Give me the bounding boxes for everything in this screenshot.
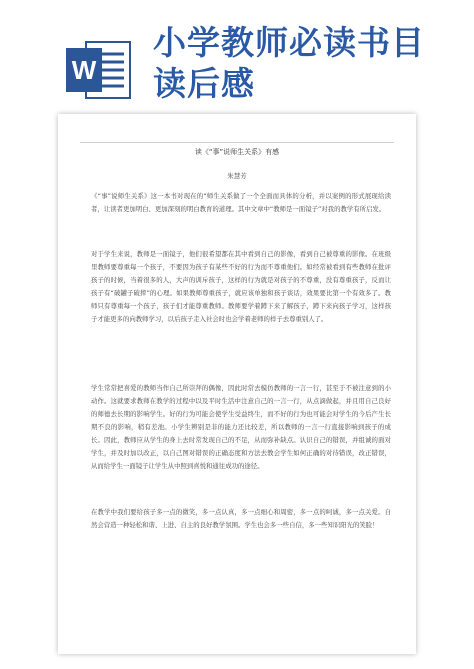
document-title: 读《“事”说师生关系》有感 [194, 148, 280, 156]
document-page [58, 114, 416, 654]
header [0, 0, 474, 108]
paragraph-3: 学生常常把喜爱的教师当作自己所崇拜的偶像，因此时常去模仿教师的一言一行，甚至于不被注意到的小动作。这就要求教师在教学的过程中以及平时生活中注意自己的一言一行，从点滴做起，并且用自己良好的师德去长期的影响学生。好的行为可能会使学生受益终生，而不好的行为也可能会对学生的今后产生长期不良的影响，稍有差池。小学生辨别是非的能力还比较差，所以教师的一言一行直接影响到孩子的成长。因此，教师应从学生的身上去时常发现自己的不足，从而弥补缺点。认识自己的错误，并组诚的面对学生，并及时加以改正，以自己图对错误的正确态度和方法去教会学生如何正确的对待错误，改正错误，从而给学生一面镜子让学生从中照到喜悦和通往成功的途径。 [91, 384, 391, 470]
paragraph-1: 《“事”说师生关系》这一本书对现在的“师生关系做了一个全面而具体的分析，并以案例的形式展现给读者，让读者更加明白、更加深刻的明白教育的道理。其中文章中“教师是一面镜子”对我的教学有所启发。 [91, 192, 391, 213]
page-title: 小学教师必读书目读后感 [153, 23, 425, 103]
word-doc-icon [66, 38, 132, 102]
header-rule [80, 142, 394, 143]
paragraph-4: 在教学中我们要给孩子多一点的微笑，多一点认真，多一点细心和周密，多一点的呵诚，多一点关爱。自然会营造一种轻松和谐、上进、自主的良好教学氛围。学生也会多一些自信，多一些知识阳光的笑脸！ [91, 508, 391, 529]
word-logo-letter: W [71, 55, 97, 85]
document-author: 朱慧芳 [227, 172, 247, 180]
paragraph-2: 对于学生来说，教师是一面镜子，他们很希望都在其中看到自己的影像，看到自己被尊重的影像。在班级里教师要尊重每一个孩子，不要因为孩子有某些不好的行为而不尊重他们。如经常被看到有些教师在批评孩子的时候，当着很多的人，大声的训斥孩子，这样的行为就是对孩子的不尊重，没有尊重孩子，反而让孩子有“破罐子破摔”的心理。如果教师尊重孩子，就应该单独和孩子谈话，效果要比第一个有效多了。教师只有尊重每一个孩子，孩子们才能尊重教师。教师要学着蹲下来了解孩子，蹲下来向孩子学习，这样孩子才能更多的向教师学习，以后孩子走入社会时也会学着老师的样子去尊重别人了。 [91, 250, 391, 323]
